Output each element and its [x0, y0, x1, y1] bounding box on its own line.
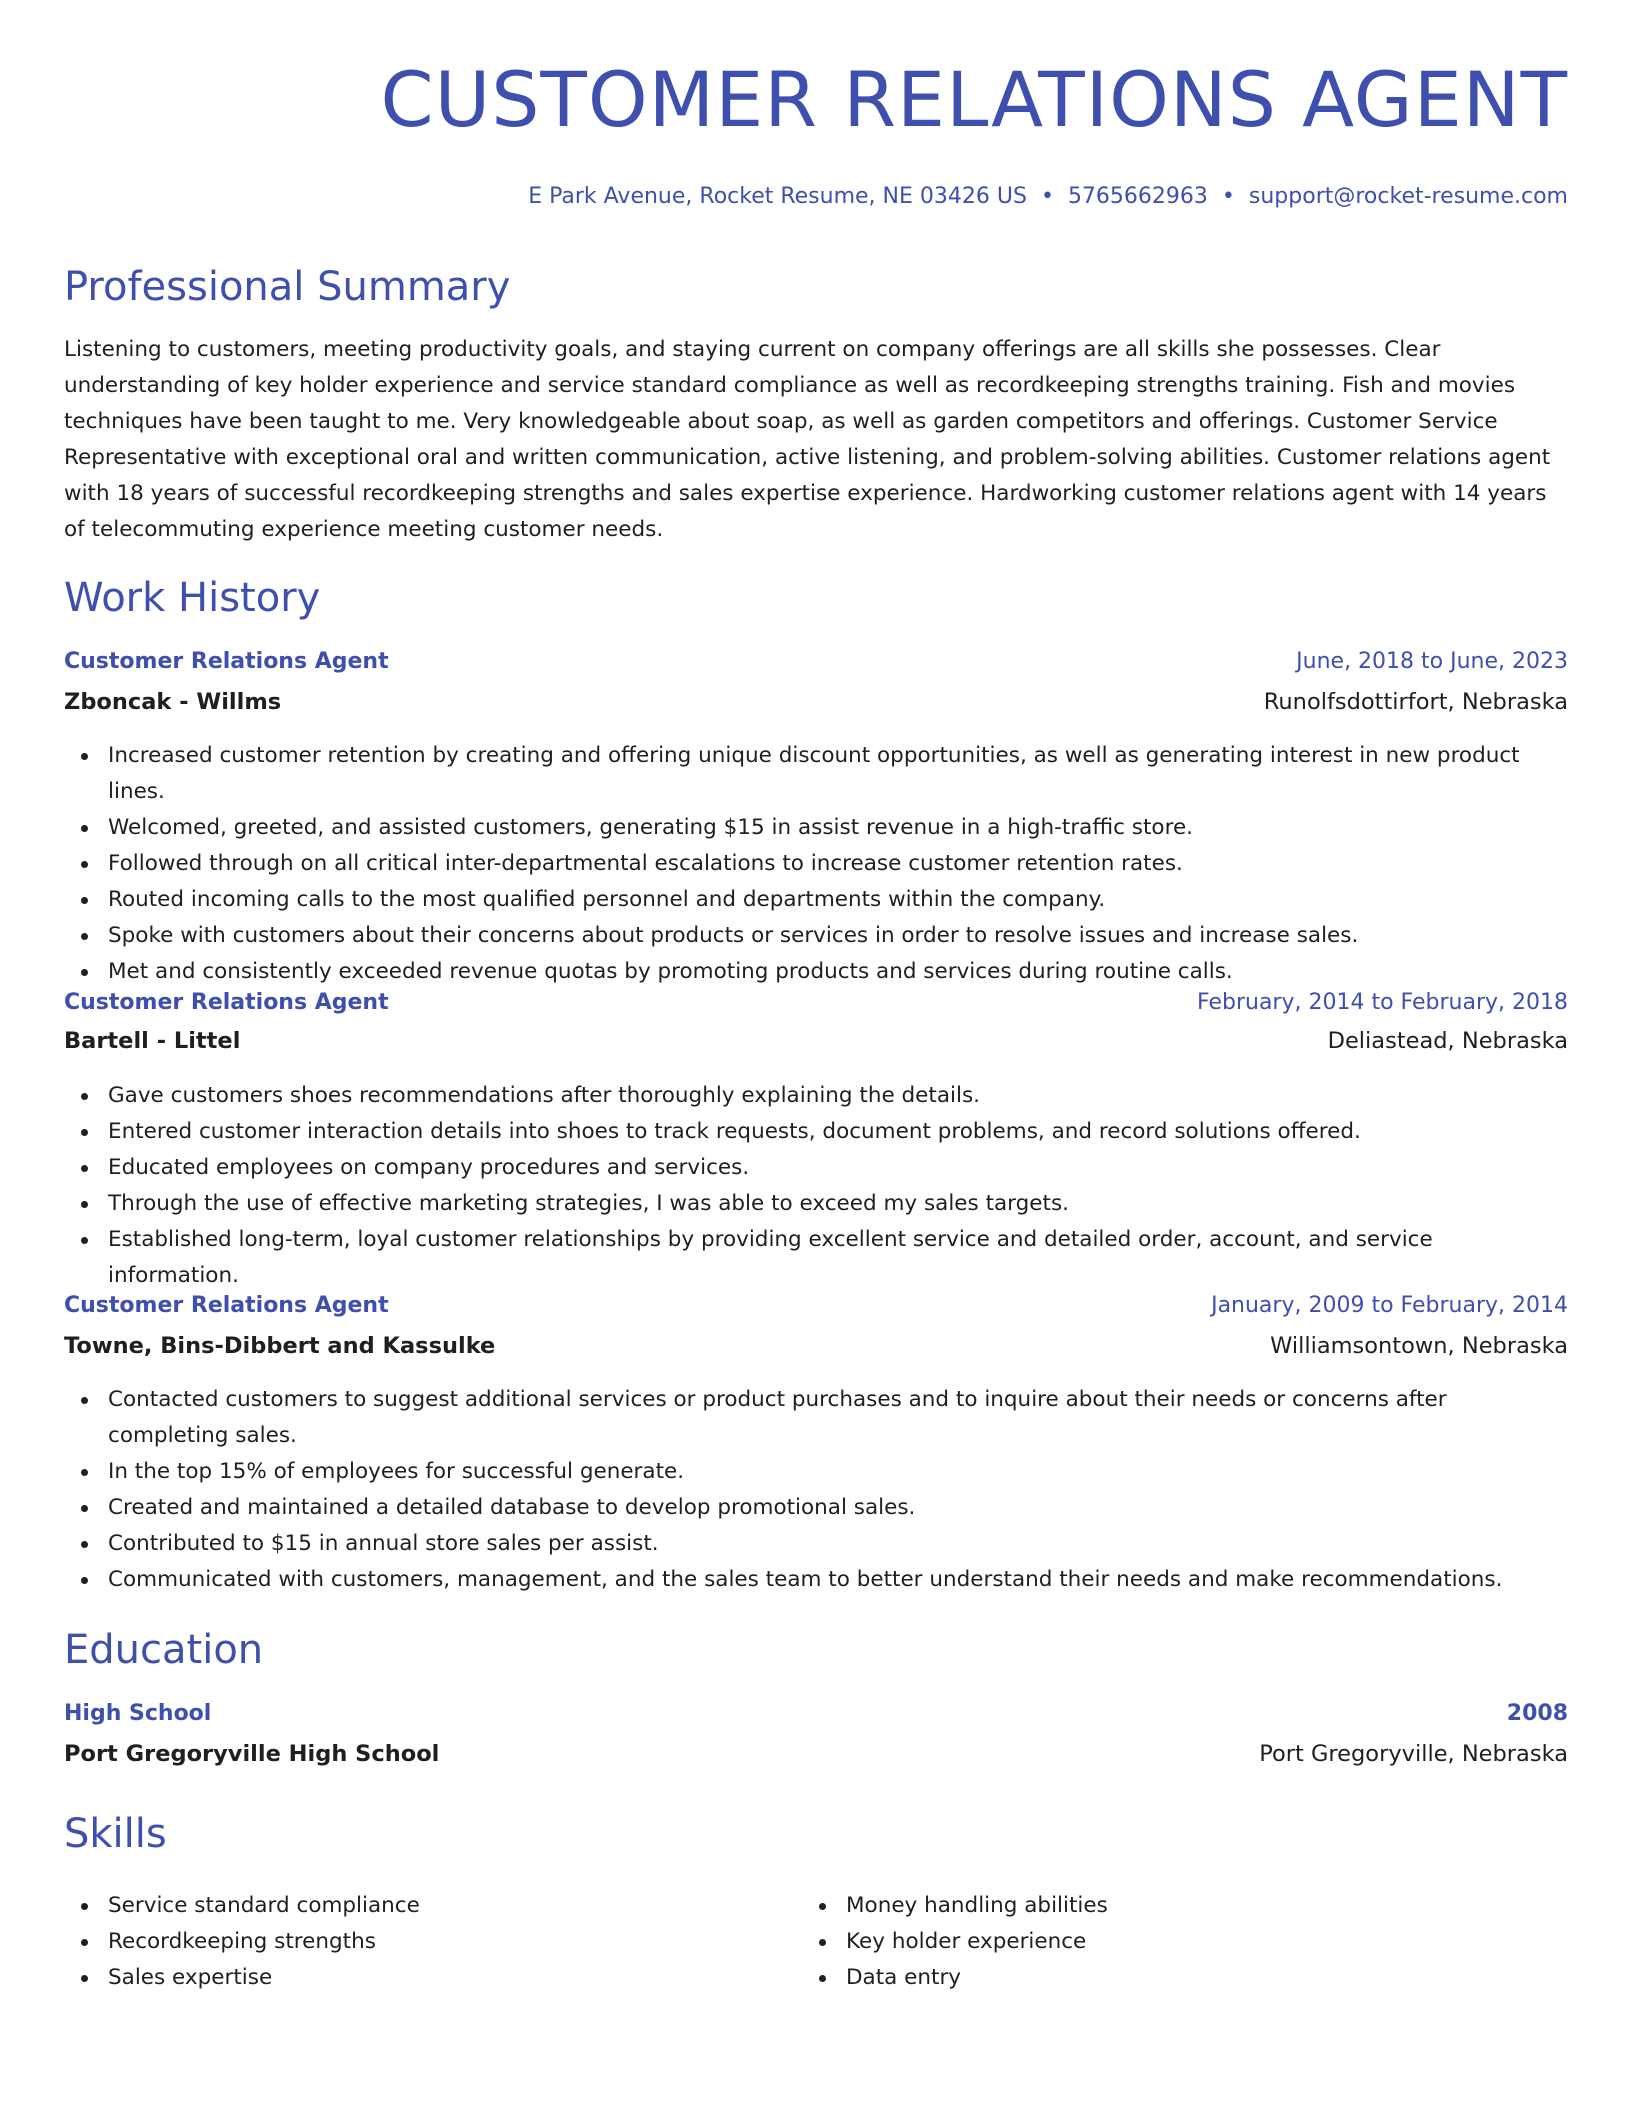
work-history-heading: Work History: [64, 575, 321, 621]
resume-name-heading: CUSTOMER RELATIONS AGENT: [380, 55, 1568, 144]
list-item: Met and consistently exceeded revenue quotas by promoting products and services during routine calls.: [108, 954, 1568, 990]
job-location: Deliastead, Nebraska: [1327, 1028, 1568, 1054]
list-item: In the top 15% of employees for successful generate.: [108, 1454, 1568, 1490]
education-heading: Education: [64, 1627, 264, 1673]
education-year: 2008: [1506, 1701, 1568, 1726]
skills-heading: Skills: [64, 1811, 167, 1857]
education-school: Port Gregoryville High School: [64, 1741, 440, 1767]
summary-heading: Professional Summary: [64, 264, 511, 310]
list-item: Contacted customers to suggest additional services or product purchases and to inquire about their needs or concerns after completing sales.: [108, 1382, 1568, 1454]
job-bullet-list: [64, 1382, 1568, 1598]
job-title: Customer Relations Agent: [64, 990, 389, 1015]
list-item: Through the use of effective marketing strategies, I was able to exceed my sales targets.: [108, 1186, 1568, 1222]
list-item: Entered customer interaction details into shoes to track requests, document problems, and record solutions offered.: [108, 1114, 1568, 1150]
skill-item: Data entry: [846, 1960, 1502, 1996]
list-item: Followed through on all critical inter-departmental escalations to increase customer retention rates.: [108, 846, 1568, 882]
list-item: Increased customer retention by creating and offering unique discount opportunities, as well as generating interest in new product lines.: [108, 738, 1568, 810]
skill-item: Sales expertise: [108, 1960, 764, 1996]
contact-separator: •: [1040, 184, 1054, 209]
education-location: Port Gregoryville, Nebraska: [1259, 1741, 1568, 1767]
education-degree: High School: [64, 1701, 212, 1726]
job-title: Customer Relations Agent: [64, 649, 389, 674]
job-bullet-list: [64, 1078, 1568, 1294]
job-company: Zboncak - Willms: [64, 689, 282, 715]
job-company: Towne, Bins-Dibbert and Kassulke: [64, 1333, 496, 1359]
job-company-row: [64, 1330, 1568, 1362]
list-item: Created and maintained a detailed database to develop promotional sales.: [108, 1490, 1568, 1526]
job-title-row: [64, 646, 1568, 678]
contact-line: [528, 182, 1568, 212]
skill-item: Key holder experience: [846, 1924, 1502, 1960]
list-item: Spoke with customers about their concerns about products or services in order to resolve issues and increase sales.: [108, 918, 1568, 954]
job-company: Bartell - Littel: [64, 1028, 241, 1054]
summary-text: Listening to customers, meeting productivity goals, and staying current on company offerings are all skills she possesses. Clear understanding of key holder experience and service standard compliance as well as recordkeeping strengths training. Fish and movies techniques have been taught to me. Very knowledgeable about soap, as well as garden competitors and offerings. Customer Service Representative with exceptional oral and written communication, active listening, and problem-solving abilities. Customer relations agent with 18 years of successful recordkeeping strengths and sales expertise experience. Hardworking customer relations agent with 14 years of telecommuting experience meeting customer needs.: [64, 337, 1551, 542]
contact-address: E Park Avenue, Rocket Resume, NE 03426 US: [528, 184, 1027, 209]
job-title-row: [64, 987, 1568, 1019]
skill-item: Recordkeeping strengths: [108, 1924, 764, 1960]
list-item: Contributed to $15 in annual store sales per assist.: [108, 1526, 1568, 1562]
list-item: Gave customers shoes recommendations after thoroughly explaining the details.: [108, 1078, 1568, 1114]
job-company-row: [64, 1025, 1568, 1057]
job-bullet-list: [64, 738, 1568, 990]
skill-item: Money handling abilities: [846, 1888, 1502, 1924]
list-item: Established long-term, loyal customer relationships by providing excellent service and detailed order, account, and service information.: [108, 1222, 1568, 1294]
job-location: Williamsontown, Nebraska: [1270, 1333, 1568, 1359]
job-title-row: [64, 1290, 1568, 1322]
contact-email: support@rocket-resume.com: [1248, 184, 1568, 209]
education-school-row: [64, 1738, 1568, 1770]
job-dates: February, 2014 to February, 2018: [1197, 990, 1568, 1015]
list-item: Welcomed, greeted, and assisted customers, generating $15 in assist revenue in a high-traffic store.: [108, 810, 1568, 846]
job-title: Customer Relations Agent: [64, 1293, 389, 1318]
contact-phone: 5765662963: [1067, 184, 1208, 209]
job-location: Runolfsdottirfort, Nebraska: [1263, 689, 1568, 715]
job-dates: January, 2009 to February, 2014: [1211, 1293, 1568, 1318]
skill-item: Service standard compliance: [108, 1888, 764, 1924]
list-item: Communicated with customers, management, and the sales team to better understand their needs and make recommendations.: [108, 1562, 1568, 1598]
list-item: Educated employees on company procedures and services.: [108, 1150, 1568, 1186]
skills-list-left: [64, 1888, 764, 1996]
contact-separator: •: [1221, 184, 1235, 209]
list-item: Routed incoming calls to the most qualified personnel and departments within the company.: [108, 882, 1568, 918]
skills-list-right: [802, 1888, 1502, 1996]
job-dates: June, 2018 to June, 2023: [1296, 649, 1568, 674]
job-company-row: [64, 686, 1568, 718]
education-degree-row: [64, 1698, 1568, 1730]
